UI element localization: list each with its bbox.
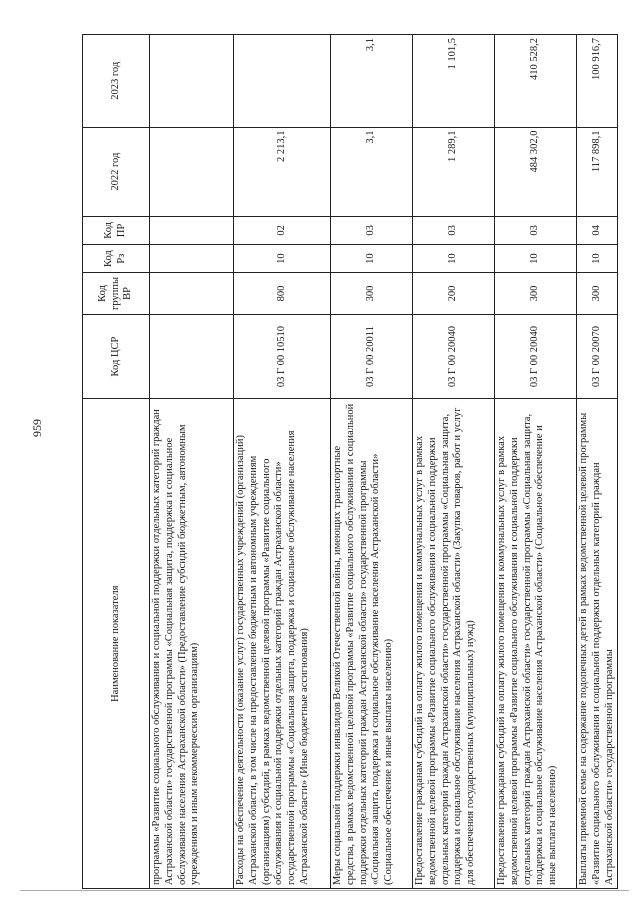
- row-name: Предоставление гражданам субсидий на оплату жилого помещения и коммунальных услуг в рамках ведомственной целевой программы «Развитие социального обслуживания и социальной поддержки отдельных категорий граждан Астраханской области» государственной программы «Социальная защита, поддержка и социальное обслуживание населения Астраханской области» (Закупка товаров, работ и услуг для обеспечения государственных (муниципальных) нужд): [413, 399, 495, 889]
- scan-edge-line: [20, 890, 629, 891]
- row-2022: 2 213,1: [234, 127, 331, 216]
- row-name: Предоставление гражданам субсидий на оплату жилого помещения и коммунальных услуг в рамках ведомственной целевой программы «Развитие социального обслуживания и социальной поддержки отдельных категорий граждан Астраханской области» государственной программы «Социальная защита, поддержка и социальное обслуживание населения Астраханской области» (Социальное обеспечение и иные выплаты населению): [495, 399, 577, 889]
- row-csr: 03 Г 00 20070: [577, 314, 618, 399]
- row-pr: 03: [495, 216, 577, 244]
- row-vr: 300: [331, 273, 413, 314]
- row-pr: 03: [413, 216, 495, 244]
- row-name: Расходы на обеспечение деятельности (оказание услуг) государственных учреждений (организаций) Астраханской области, в том числе на предоставление бюджетным и автономным учреждениям (организациям) субсидий, в рамках ведомственной целевой программы «Развитие социального обслуживания и социальной поддержки отдельных категорий граждан Астраханской области» государственной программы «Социальная защита, поддержка и социальное обслуживание населения Астраханской области» (Иные бюджетные ассигнования): [234, 399, 331, 889]
- row-pr: 04: [577, 216, 618, 244]
- page-number: 959: [30, 419, 44, 437]
- table-row: [331, 35, 413, 889]
- table-row: [413, 35, 495, 889]
- row-name: программы «Развитие социального обслуживания и социальной поддержки отдельных категорий граждан Астраханской области» государственной программы «Социальная защита, поддержка и социальное обслуживание населения Астраханской области» (Предоставление субсидий бюджетным, автономным учреждениям и иным некоммерческим организациям): [150, 399, 234, 889]
- header-rz: Код Рз: [83, 245, 150, 273]
- row-2023: 3,1: [331, 35, 413, 128]
- row-2023: 410 528,2: [495, 35, 577, 128]
- header-csr: Код ЦСР: [83, 314, 150, 399]
- row-csr: 03 Г 00 20011: [331, 314, 413, 399]
- row-2022: [150, 127, 234, 216]
- row-vr: 800: [234, 273, 331, 314]
- header-vr: Код группы ВР: [83, 273, 150, 314]
- header-name: Наименование показателя: [83, 399, 150, 889]
- row-rz: 10: [331, 245, 413, 273]
- row-csr: 03 Г 00 20040: [413, 314, 495, 399]
- row-pr: 03: [331, 216, 413, 244]
- header-pr: Код ПР: [83, 216, 150, 244]
- row-2023: [234, 35, 331, 128]
- row-name: Выплаты приемной семье на содержание подопечных детей в рамках ведомственной целевой программы «Развитие социального обслуживания и социальной поддержки отдельных категорий граждан Астраханской области» государственной программы: [577, 399, 618, 889]
- row-2022: 3,1: [331, 127, 413, 216]
- row-csr: 03 Г 00 20040: [495, 314, 577, 399]
- row-pr: 02: [234, 216, 331, 244]
- row-rz: 10: [413, 245, 495, 273]
- table-row: [495, 35, 577, 889]
- row-vr: 300: [495, 273, 577, 314]
- row-rz: 10: [577, 245, 618, 273]
- row-2022: 1 289,1: [413, 127, 495, 216]
- rotated-page: [82, 34, 613, 889]
- row-2023: 100 916,7: [577, 35, 618, 128]
- row-vr: 200: [413, 273, 495, 314]
- table-row: [234, 35, 331, 889]
- row-2023: [150, 35, 234, 128]
- table-row: [150, 35, 234, 889]
- table-row: [577, 35, 618, 889]
- header-2022: 2022 год: [83, 127, 150, 216]
- row-csr: 03 Г 00 10510: [234, 314, 331, 399]
- row-pr: [150, 216, 234, 244]
- row-vr: 300: [577, 273, 618, 314]
- row-vr: [150, 273, 234, 314]
- row-2022: 117 898,1: [577, 127, 618, 216]
- budget-table: [82, 34, 618, 889]
- row-csr: [150, 314, 234, 399]
- row-rz: 10: [495, 245, 577, 273]
- header-2023: 2023 год: [83, 35, 150, 128]
- table-header-row: [83, 35, 150, 889]
- row-name: Меры социальной поддержки инвалидов Великой Отечественной войны, имеющих транспортные средства, в рамках ведомственной целевой программы «Развитие социального обслуживания и социальной поддержки отдельных категорий граждан Астраханской области» государственной программы «Социальная защита, поддержка и социальное обслуживание населения Астраханской области» (Социальное обеспечение и иные выплаты населению): [331, 399, 413, 889]
- row-2023: 1 101,5: [413, 35, 495, 128]
- row-rz: 10: [234, 245, 331, 273]
- row-2022: 484 302,0: [495, 127, 577, 216]
- row-rz: [150, 245, 234, 273]
